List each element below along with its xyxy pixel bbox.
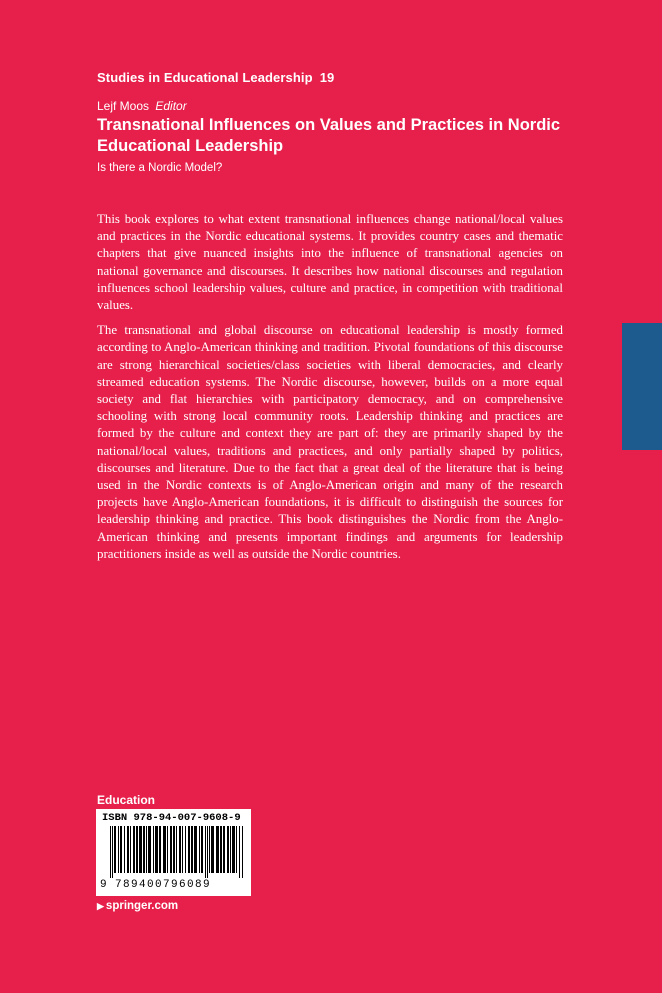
barcode-bar: [124, 826, 125, 873]
triangle-right-icon: ▶: [97, 901, 104, 911]
barcode-bar: [163, 826, 166, 873]
barcode-bar: [211, 826, 214, 873]
barcode-bar: [153, 826, 154, 873]
barcode-lead-digit: 9: [100, 879, 107, 891]
barcode-bar: [136, 826, 138, 873]
barcode-bar: [191, 826, 193, 873]
barcode-bar: [232, 826, 235, 873]
barcode-bar: [179, 826, 181, 873]
series-name: Studies in Educational Leadership: [97, 70, 313, 85]
website-url: springer.com: [105, 900, 179, 912]
blurb-paragraph: This book explores to what extent transnational influences change national/local values and practices in the Nordic educational systems. It provides country cases and thematic chapters that give nuanced insights into the influence of transnational agencies on national governance and discourses. It describes how national discourses and regulation influences school leadership values, culture and practice, in competition with traditional values.: [97, 212, 563, 313]
book-title: Transnational Influences on Values and Practices in Nordic Educational Leadership: [97, 116, 561, 155]
isbn-label: ISBN 978-94-007-9608-9: [102, 812, 241, 824]
barcode-bar: [143, 826, 145, 873]
barcode-bar: [170, 826, 172, 873]
barcode-bar: [236, 826, 237, 873]
barcode-bar: [220, 826, 222, 873]
barcode-bar: [176, 826, 177, 873]
blurb-paragraph: The transnational and global discourse on educational leadership is mostly formed according to Anglo-American thinking and tradition. Pivotal foundations of this discourse are strong hierarchical societies/class societies with liberal democracies, and clearly streamed education systems. The Nordic discourse, however, builds on a more equal society and flat hierarchies with participatory democracy, and on comprehensive schooling with strong local community roots. Leadership thinking and practices are formed by the culture and context they are part of: they are primarily shaped by the national/local values, traditions and practices, and only partially shaped by politics, discourses and literature. Due to the fact that a great deal of the literature that is being used in the Nordic contexts is of Anglo-American origin and many of the research projects have Anglo-American foundations, it is difficult to distinguish the sources for leadership thinking and practice. This book distinguishes the Nordic from the Anglo-American thinking and presents important findings and arguments for leadership practitioners inside as well as outside the Nordic countries.: [97, 323, 563, 561]
series-number: 19: [319, 70, 335, 85]
barcode-bar: [188, 826, 190, 873]
barcode-bar: [112, 826, 113, 878]
barcode-bar: [182, 826, 183, 873]
barcode-digit-groups: 789400796089: [115, 879, 212, 891]
barcode-bar: [127, 826, 129, 873]
isbn-barcode: [96, 809, 251, 896]
barcode-bar: [209, 826, 210, 873]
barcode-bar: [205, 826, 206, 878]
series-line: [97, 70, 334, 85]
barcode-bar: [207, 826, 208, 878]
barcode-bar: [173, 826, 175, 873]
editor-role: Editor: [155, 99, 187, 113]
barcode-bar: [155, 826, 158, 873]
barcode-bar: [194, 826, 197, 873]
barcode-bar: [120, 826, 122, 873]
spine-color-tab: [622, 323, 662, 450]
barcode-bar: [223, 826, 225, 873]
book-subtitle: Is there a Nordic Model?: [97, 162, 223, 174]
subject-category: Education: [97, 793, 156, 807]
barcode-bars: [110, 826, 244, 878]
barcode-bar: [130, 826, 131, 873]
barcode-bar: [199, 826, 200, 873]
barcode-bar: [133, 826, 135, 873]
barcode-bar: [239, 826, 240, 878]
barcode-bar: [167, 826, 168, 873]
barcode-bar: [216, 826, 219, 873]
blurb: [97, 211, 563, 571]
editor-line: [97, 99, 187, 113]
barcode-bar: [227, 826, 229, 873]
barcode-bar: [146, 826, 147, 873]
barcode-bar: [230, 826, 231, 873]
barcode-bar: [114, 826, 116, 873]
barcode-bar: [110, 826, 111, 878]
barcode-bar: [159, 826, 161, 873]
website-link[interactable]: [97, 900, 178, 912]
barcode-bar: [139, 826, 142, 873]
barcode-bar: [201, 826, 203, 873]
barcode-bar: [148, 826, 151, 873]
editor-name: Lejf Moos: [97, 99, 150, 113]
barcode-bar: [185, 826, 186, 873]
barcode-bar: [242, 826, 243, 878]
barcode-bar: [118, 826, 119, 873]
